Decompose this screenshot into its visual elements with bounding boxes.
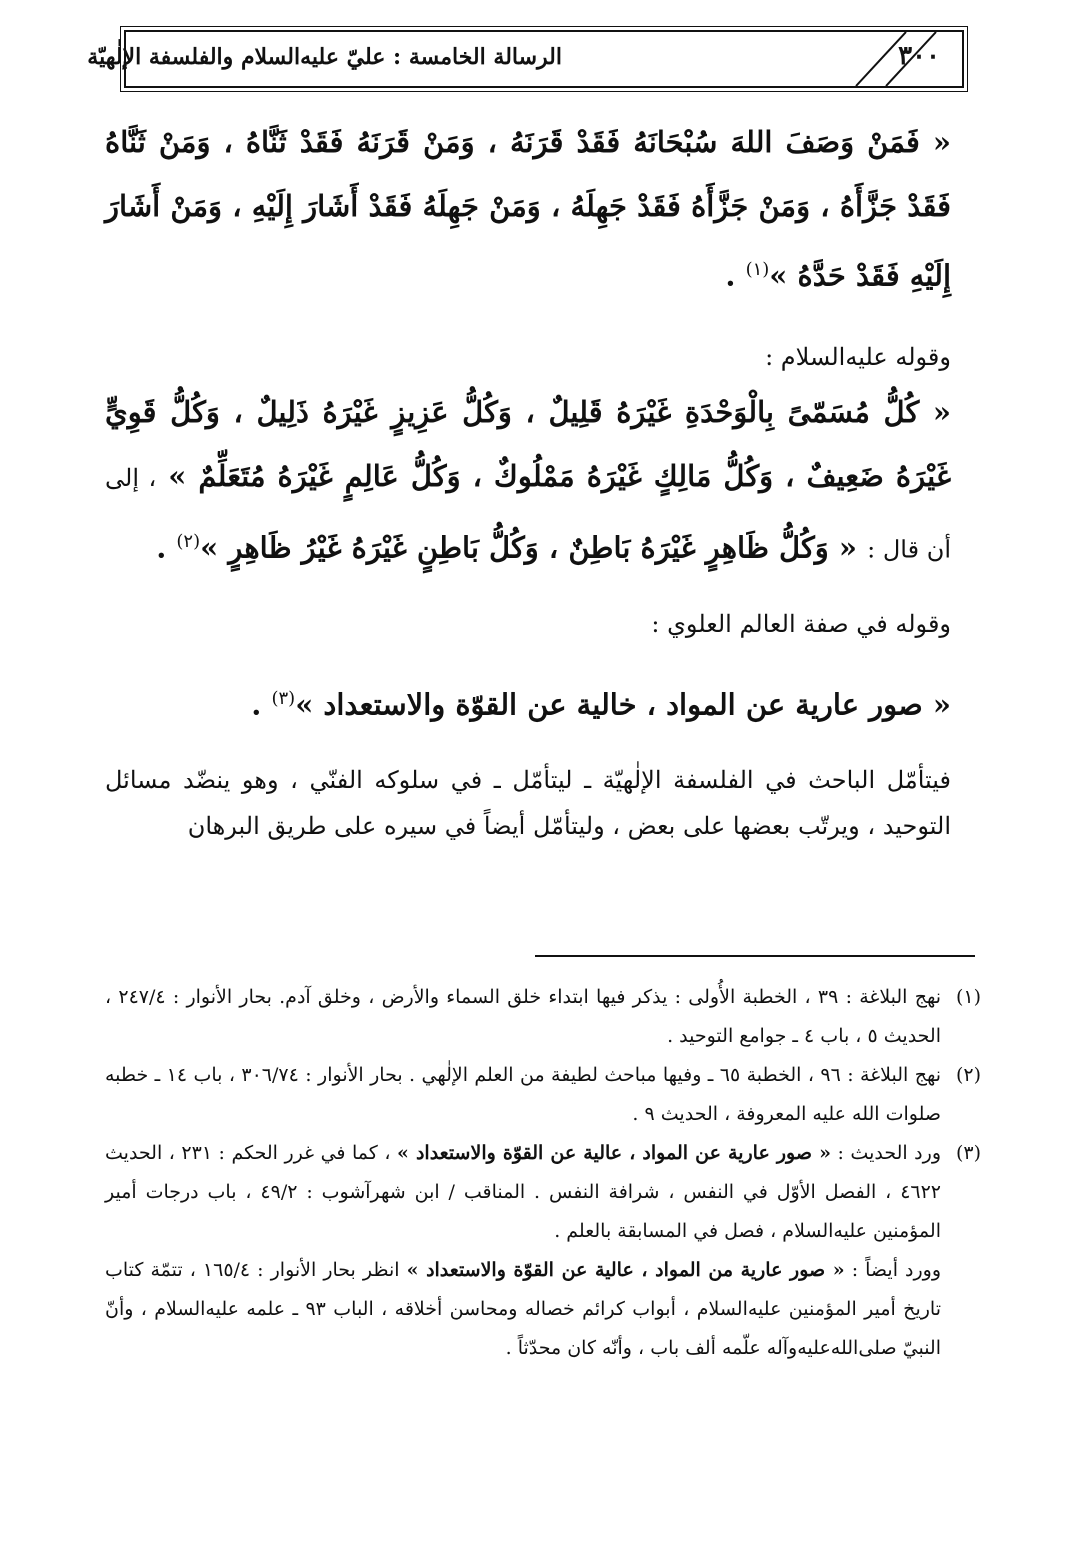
quote-1: « فَمَنْ وَصَفَ اللهَ سُبْحَانَهُ فَقَدْ قَرَنَهُ ، وَمَنْ قَرَنَهُ فَقَدْ ثَنَّاهُ ، وَمَنْ ثَنَّاهُ فَقَدْ جَزَّأَهُ ، وَمَنْ جَزَّأَهُ فَقَدْ جَهِلَهُ ، وَمَنْ جَهِلَهُ فَقَدْ أَشَارَ إِلَيْهِ ، وَمَنْ أَشَارَ إِلَيْهِ فَقَدْ حَدَّهُ »$^{(١)}$ . bbox=[105, 125, 951, 293]
intro-2: وقوله عليه‌السلام : bbox=[765, 342, 951, 371]
quote-3: « صور عارية عن المواد ، خالية عن القوّة والاستعداد »$^{(٣)}$ . bbox=[251, 687, 951, 722]
footnotes bbox=[105, 978, 981, 1368]
footnote-2-number: (٢) bbox=[955, 1064, 981, 1086]
quote-2a-text: « كُلُّ مُسَمّىً بِالْوَحْدَةِ غَيْرَهُ قَلِيلٌ ، وَكُلُّ عَزِيزٍ غَيْرَهُ ذَلِيلٌ ، وَكُلُّ قَوِيٍّ غَيْرَهُ ضَعِيفٌ ، وَكُلُّ مَالِكٍ غَيْرَهُ مَمْلُوكٌ ، وَكُلُّ عَالِمٍ غَيْرَهُ مُتَعَلِّمٌ » bbox=[105, 394, 951, 493]
quote-3-text: « صور عارية عن المواد ، خالية عن القوّة والاستعداد » bbox=[295, 687, 951, 722]
until-text: ، إلى أن قال : bbox=[105, 463, 951, 564]
footnote-3-quote-1: « صور عارية عن المواد ، عالية عن القوّة والاستعداد » bbox=[396, 1142, 831, 1164]
footnote-2 bbox=[105, 1056, 981, 1134]
footnote-3-text-2: انظر بحار الأنوار : ١٦٥/٤ ، تتمّة كتاب تاريخ أمير المؤمنين عليه‌السلام ، أبواب كرائم خصاله ومحاسن أخلاقه ، الباب ٩٣ ـ علمه عليه‌السلام ، وأنّ النبيّ صلى‌الله‌عليه‌وآله علّمه ألف باب ، وأنّه كان محدّثاً . bbox=[105, 1259, 941, 1359]
footnote-3-lead-2: وورد أيضاً : bbox=[851, 1259, 941, 1281]
footnote-separator bbox=[535, 955, 975, 957]
main-text bbox=[105, 110, 951, 849]
footnote-2-text: نهج البلاغة : ٩٦ ، الخطبة ٦٥ ـ وفيها مباحث لطيفة من العلم الإلٰهي . بحار الأنوار : ٣٠٦/٧٤ ، باب ١٤ ـ خطبه صلوات الله عليه المعروفة ، الحديث ٩ . bbox=[105, 1064, 942, 1125]
footnote-ref-1: (١) bbox=[745, 259, 770, 280]
running-title: الرسالة الخامسة : عليّ عليه‌السلام والفلسفة الإلٰهيّة bbox=[87, 44, 562, 70]
footnote-ref-2: (٢) bbox=[176, 530, 201, 552]
footnote-1-number: (١) bbox=[955, 986, 981, 1008]
footnote-3 bbox=[105, 1134, 981, 1368]
page-number: ٣٠٠ bbox=[898, 41, 940, 71]
footnote-3-text-1: ، كما في غرر الحكم : ٢٣١ ، الحديث ٤٦٢٢ ، الفصل الأوّل في النفس ، شرافة النفس . المناقب / ابن شهرآشوب : ٤٩/٢ ، باب درجات أمير المؤمنين عليه‌السلام ، فصل في المسابقة بالعلم . bbox=[105, 1142, 942, 1242]
footnote-3-quote-2: « صور عارية من المواد ، عالية عن القوّة والاستعداد » bbox=[406, 1259, 845, 1281]
intro-3: وقوله في صفة العالم العلوي : bbox=[651, 610, 951, 639]
footnote-3-lead: ورد الحديث : bbox=[837, 1142, 941, 1164]
footnote-1-text: نهج البلاغة : ٣٩ ، الخطبة الأُولى : يذكر فيها ابتداء خلق السماء والأرض ، وخلق آدم. بحار الأنوار : ٢٤٧/٤ ، الحديث ٥ ، باب ٤ ـ جوامع التوحيد . bbox=[105, 986, 942, 1047]
footnote-ref-3: (٣) bbox=[271, 688, 296, 710]
quote-2b-text: « وَكُلُّ ظَاهِرٍ غَيْرَهُ بَاطِنٌ ، وَكُلُّ بَاطِنٍ غَيْرَهُ غَيْرُ ظَاهِرٍ » bbox=[200, 530, 858, 565]
quote-1-text: « فَمَنْ وَصَفَ اللهَ سُبْحَانَهُ فَقَدْ قَرَنَهُ ، وَمَنْ قَرَنَهُ فَقَدْ ثَنَّاهُ ، وَمَنْ ثَنَّاهُ فَقَدْ جَزَّأَهُ ، وَمَنْ جَزَّأَهُ فَقَدْ جَهِلَهُ ، وَمَنْ جَهِلَهُ فَقَدْ أَشَارَ إِلَيْهِ ، وَمَنْ أَشَارَ إِلَيْهِ فَقَدْ حَدَّهُ » bbox=[105, 125, 951, 293]
page-header bbox=[87, 30, 964, 88]
footnote-1 bbox=[105, 978, 981, 1056]
quote-2: « كُلُّ مُسَمّىً بِالْوَحْدَةِ غَيْرَهُ قَلِيلٌ ، وَكُلُّ عَزِيزٍ غَيْرَهُ ذَلِيلٌ ، وَكُلُّ قَوِيٍّ غَيْرَهُ ضَعِيفٌ ، وَكُلُّ مَالِكٍ غَيْرَهُ مَمْلُوكٌ ، وَكُلُّ عَالِمٍ غَيْرَهُ مُتَعَلِّمٌ » ، إلى أن قال : « وَكُلُّ ظَاهِرٍ غَيْرَهُ بَاطِنٌ ، وَكُلُّ بَاطِنٍ غَيْرَهُ غَيْرُ ظَاهِرٍ »$^{(٢)}$ . bbox=[105, 394, 951, 565]
footnote-3-number: (٣) bbox=[955, 1142, 981, 1164]
header-slash-ornament bbox=[846, 32, 956, 86]
body-paragraph: فيتأمّل الباحث في الفلسفة الإلٰهيّة ـ ليتأمّل ـ في سلوكه الفنّي ، وهو ينضّد مسائل التوحيد ، ويرتّب بعضها على بعض ، وليتأمّل أيضاً في سيره على طريق البرهان bbox=[105, 765, 951, 840]
